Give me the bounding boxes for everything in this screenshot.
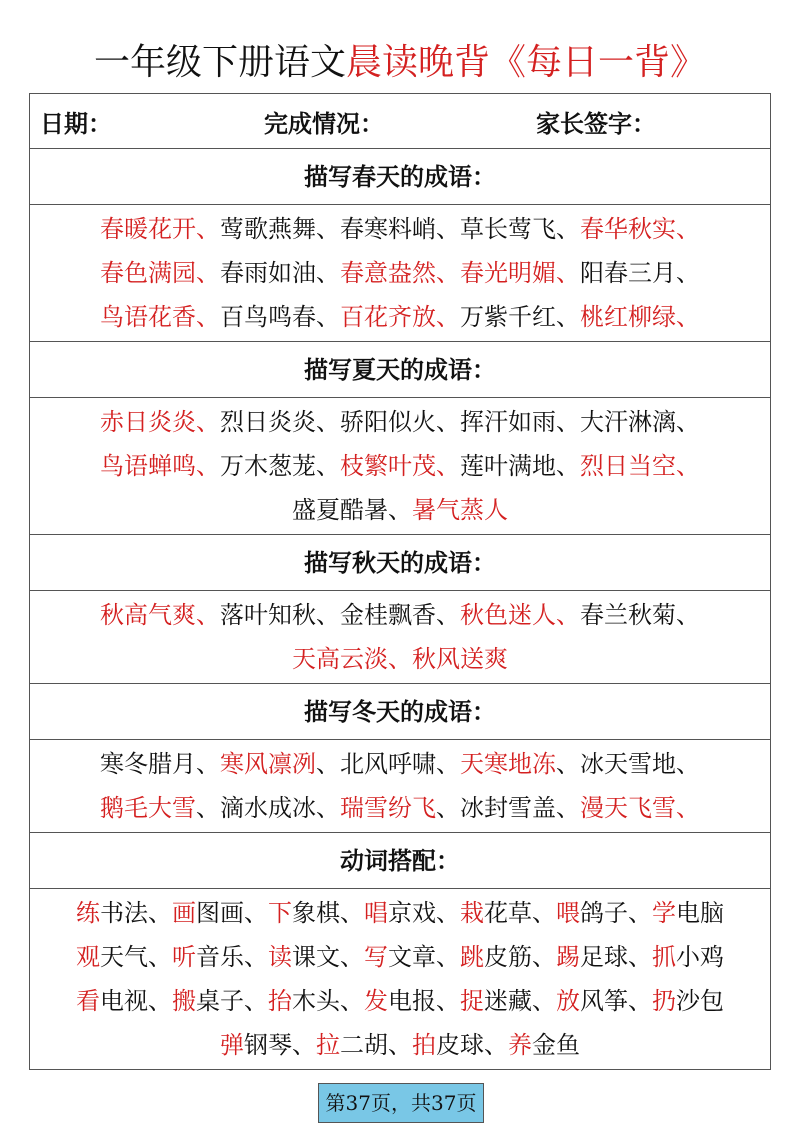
section-title: 描写冬天的成语： [30,684,770,740]
highlighted-text: 鸟语蝉鸣、 [100,452,220,480]
highlighted-text: 拉 [316,1031,340,1059]
text-line [38,979,762,1023]
text-line [30,295,770,339]
highlighted-text: 踢 [556,943,580,971]
page-number-footer: 第37页，共37页 [318,1083,484,1123]
text-segment: 天气、 [100,943,172,971]
highlighted-text: 天高云淡、 [292,645,412,673]
text-segment: 小鸡 [676,943,724,971]
highlighted-text: 鹅毛大雪 [100,794,196,822]
section-title: 描写秋天的成语： [30,535,770,591]
highlighted-text: 漫天飞雪、 [580,794,700,822]
text-segment: 草长莺飞、 [460,215,580,243]
text-segment: 莲叶满地、 [460,452,580,480]
section-title: 动词搭配： [30,833,770,889]
text-segment: 花草、 [484,899,556,927]
text-line [30,488,770,532]
highlighted-text: 学 [652,899,676,927]
idiom-block [30,591,770,684]
text-line [38,1023,762,1067]
highlighted-text: 春意盎然、 [340,259,460,287]
text-segment: 阳春三月、 [580,259,700,287]
highlighted-text: 百花齐放、 [340,303,460,331]
text-segment: 文章、 [388,943,460,971]
text-segment: 挥汗如雨、 [460,408,580,436]
text-segment: 寒冬腊月、 [100,750,220,778]
highlighted-text: 捉 [460,987,484,1015]
text-segment: 书法、 [100,899,172,927]
text-line [30,593,770,637]
highlighted-text: 画 [172,899,196,927]
highlighted-text: 抬 [268,987,292,1015]
text-segment: 电报、 [388,987,460,1015]
text-segment: 二胡、 [340,1031,412,1059]
text-segment: 音乐、 [196,943,268,971]
highlighted-text: 春华秋实、 [580,215,700,243]
highlighted-text: 发 [364,987,388,1015]
highlighted-text: 唱 [364,899,388,927]
text-line [38,891,762,935]
highlighted-text: 下 [268,899,292,927]
date-label: 日期： [40,110,112,138]
text-segment: 春雨如油、 [220,259,340,287]
parent-signature-label: 家长签字： [536,110,656,138]
highlighted-text: 扔 [652,987,676,1015]
text-segment: 象棋、 [292,899,364,927]
highlighted-text: 天寒地冻 [460,750,556,778]
highlighted-text: 春色满园、 [100,259,220,287]
text-line [30,251,770,295]
highlighted-text: 搬 [172,987,196,1015]
text-segment: 金桂飘香、 [340,601,460,629]
text-segment: 、滴水成冰、 [196,794,340,822]
text-segment: 木头、 [292,987,364,1015]
text-segment: 课文、 [292,943,364,971]
highlighted-text: 抓 [652,943,676,971]
text-segment: 金鱼 [532,1031,580,1059]
text-segment: 桌子、 [196,987,268,1015]
text-segment: 风筝、 [580,987,652,1015]
highlighted-text: 枝繁叶茂、 [340,452,460,480]
highlighted-text: 拍 [412,1031,436,1059]
text-segment: 莺歌燕舞、 [220,215,340,243]
highlighted-text: 喂 [556,899,580,927]
highlighted-text: 跳 [460,943,484,971]
highlighted-text: 赤日炎炎、 [100,408,220,436]
highlighted-text: 春光明媚、 [460,259,580,287]
text-segment: 皮球、 [436,1031,508,1059]
highlighted-text: 桃红柳绿、 [580,303,700,331]
text-line [38,935,762,979]
highlighted-text: 瑞雪纷飞 [340,794,436,822]
highlighted-text: 养 [508,1031,532,1059]
text-segment: 春兰秋菊、 [580,601,700,629]
recitation-sheet [29,93,771,1070]
text-segment: 盛夏酷暑、 [292,496,412,524]
highlighted-text: 写 [364,943,388,971]
section-title: 描写夏天的成语： [30,342,770,398]
text-line [30,786,770,830]
text-segment: 烈日炎炎、 [220,408,340,436]
title-red: 晨读晚背《每日一背》 [346,42,707,83]
highlighted-text: 观 [76,943,100,971]
highlighted-text: 秋高气爽、 [100,601,220,629]
text-segment: 京戏、 [388,899,460,927]
text-segment: 皮筋、 [484,943,556,971]
text-segment: 足球、 [580,943,652,971]
highlighted-text: 秋风送爽 [412,645,508,673]
text-line [30,444,770,488]
text-segment: 电脑 [676,899,724,927]
idiom-block [30,740,770,833]
text-segment: 图画、 [196,899,268,927]
text-segment: 、冰天雪地、 [556,750,700,778]
text-segment: 万紫千红、 [460,303,580,331]
title-black: 一年级下册语文 [93,42,346,83]
header-row [30,94,770,149]
highlighted-text: 暑气蒸人 [412,496,508,524]
page-title [0,38,800,88]
idiom-block [30,205,770,342]
text-line [30,637,770,681]
text-segment: 骄阳似火、 [340,408,460,436]
highlighted-text: 读 [268,943,292,971]
sections-container [30,149,770,1069]
text-segment: 沙包 [676,987,724,1015]
highlighted-text: 看 [76,987,100,1015]
verb-phrase-block [30,889,770,1069]
text-segment: 万木葱茏、 [220,452,340,480]
highlighted-text: 鸟语花香、 [100,303,220,331]
idiom-block [30,398,770,535]
text-segment: 鸽子、 [580,899,652,927]
highlighted-text: 寒风凛冽 [220,750,316,778]
text-segment: 大汗淋漓、 [580,408,700,436]
text-segment: 迷藏、 [484,987,556,1015]
highlighted-text: 春暖花开、 [100,215,220,243]
highlighted-text: 听 [172,943,196,971]
highlighted-text: 弹 [220,1031,244,1059]
highlighted-text: 练 [76,899,100,927]
text-segment: 钢琴、 [244,1031,316,1059]
highlighted-text: 秋色迷人、 [460,601,580,629]
text-line [30,207,770,251]
text-line [30,742,770,786]
text-segment: 、北风呼啸、 [316,750,460,778]
text-line [30,400,770,444]
text-segment: 电视、 [100,987,172,1015]
section-title: 描写春天的成语： [30,149,770,205]
completion-label: 完成情况： [264,110,384,138]
text-segment: 落叶知秋、 [220,601,340,629]
highlighted-text: 栽 [460,899,484,927]
text-segment: 、冰封雪盖、 [436,794,580,822]
highlighted-text: 烈日当空、 [580,452,700,480]
highlighted-text: 放 [556,987,580,1015]
text-segment: 春寒料峭、 [340,215,460,243]
text-segment: 百鸟鸣春、 [220,303,340,331]
